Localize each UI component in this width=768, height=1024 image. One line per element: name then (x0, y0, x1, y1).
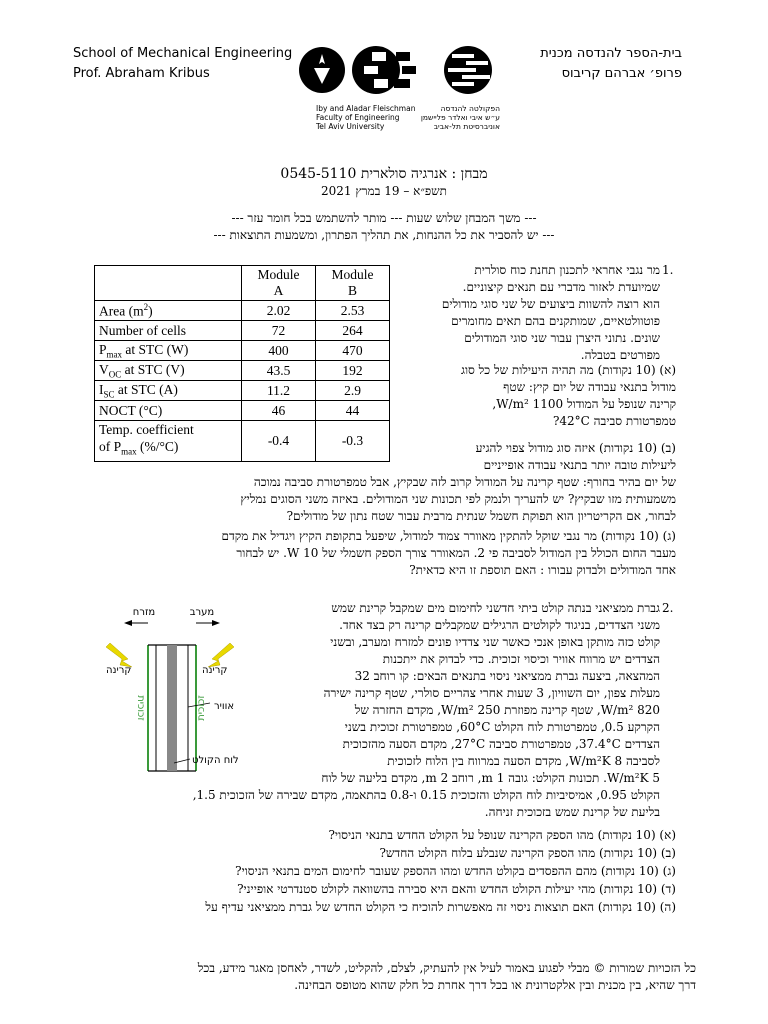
table-cell: 400 (242, 341, 316, 361)
q2-part: (ד) (10 נקודות) מהי יעילות הקולט החדש והאם היא סבירה בהשוואה לקולט סטנדרטי אופייני? (237, 882, 676, 896)
arrow-west-head (212, 620, 220, 626)
table-cell: -0.4 (242, 421, 316, 462)
table-header-row (95, 266, 390, 301)
q2-part: (ב) (10 נקודות) מהו הספק הקרינה שנבלע בלוח הקולט החדש? (379, 846, 676, 860)
radiation-arrow-left (106, 643, 132, 667)
table-header-cell: Module A (242, 266, 316, 301)
table-cell: NOCT (°C) (95, 401, 242, 421)
collector-plate (167, 645, 177, 771)
table-cell: Temp. coefficient of $P_{max}$ (%/°C) (95, 421, 242, 462)
q1-intro: מר נגבי אחראי לתכנון תחנת כוח סולרית שמיועדת לאזור מדברי עם תנאים קיצוניים. הוא רוצה להשוות ביצועים של שני סוגי מודולים פוטוולטאיים, שמותקנים בהם תאים מחומרים שונים. נתוני היצרן עבור שני סוגי המודולים מפורטים בטבלה. (441, 263, 660, 362)
professor-name-en: Prof. Abraham Kribus (73, 66, 210, 81)
radiation-label-left: קרינה (106, 665, 132, 676)
table-cell: 2.9 (316, 381, 390, 401)
table-cell: 43.5 (242, 361, 316, 381)
q2-part: (ג) (10 נקודות) מהם ההפסדים בקולט החדש ומהו ההספק שעובר לחימום המים בתנאי הניסוי? (235, 864, 676, 878)
diagram-label-east: מזרח (132, 607, 156, 618)
module-spec-table (94, 265, 390, 462)
exam-date: תשפ״א – 19 במרץ 2021 (321, 184, 447, 198)
table-cell: Number of cells (95, 321, 242, 341)
school-name-he: בית-הספר להנדסה מכנית (540, 46, 682, 61)
arrow-east-head (124, 620, 132, 626)
table-cell: 46 (242, 401, 316, 421)
table-row (95, 341, 390, 361)
table-cell: 2.02 (242, 301, 316, 321)
q2-intro: גברת ממציאני בנתה קולט ביתי חדשני לחימום מים שמקבל קרינת שמש משני הצדדים, בניגוד לקולטים הרגילים שמקבלים קרינה רק בצד אחד. קולט כזה מותקן באופן אנכי כאשר שני צדדיו פונים למזרח ומערב, ובשני הצדדים יש מרווח אוויר וכיסוי זכוכית. כדי לבדוק את ייתכנות המהצאה, ביצעה גברת ממציאני ניסוי בתנאים הבאים: קו רוחב 32 מעלות צפון, יום השוויון, 3 שעות אחרי צהריים סולרי, שטף קרינה ישירה 820 W/m², שטף קרינה מפוזרת 250 W/m², מקדם החזרה של הקרקע 0.5, טמפרטורת לוח הקולט 60°C, טמפרטורת זכוכית בשני הצדדים 37.4°C, טמפרטורת סביבה 27°C, מקדם הסעה מהזכוכית לסביבה 8 W/m²K, מקדם הסעה במרווח בין הלוח לזכוכית 5 W/m²K. תכונות הקולט: גובה 1 m, רוחב 2 m, מקדם בליעה של לוח (321, 601, 660, 785)
plate-label: לוח הקולט (192, 755, 239, 766)
logo-caption-he: הפקולטה להנדסה ע״ש איבי ואלדר פליישמן אוניברסיטת תל-אביב (420, 104, 500, 131)
radiation-arrow-right (208, 643, 234, 667)
table-cell: 192 (316, 361, 390, 381)
school-name-en: School of Mechanical Engineering (73, 46, 293, 61)
radiation-label-right: קרינה (202, 665, 228, 676)
q2-part: (א) (10 נקודות) מהו הספק הקרינה שנופל על הקולט החדש בתנאי הניסוי? (328, 828, 676, 842)
q2-number: 2. (662, 601, 674, 615)
q2-parts (90, 826, 676, 916)
table-header-cell (95, 266, 242, 301)
table-cell: 11.2 (242, 381, 316, 401)
q1-number: 1. (662, 263, 674, 277)
exam-rule-2: --- יש להסביר את כל ההנחות, את תהליך הפתרון, ומשמעות התוצאות --- (213, 228, 555, 242)
air-label: אוויר (214, 701, 235, 712)
table-row (95, 401, 390, 421)
table-header-cell: Module B (316, 266, 390, 301)
diagram-label-west: מערב (189, 607, 215, 618)
engineering-faculty-logo-right (438, 46, 500, 96)
table-cell: 2.53 (316, 301, 390, 321)
table-cell: Area $(m^2)$ (95, 301, 242, 321)
tel-aviv-university-logo (298, 44, 348, 96)
q2-part: (ה) (10 נקודות) האם תוצאות ניסוי זה מאפשרות להוכיח כי הקולט החדש של גברת ממציאני עדיף על (205, 900, 676, 914)
table-cell: $V_{OC}$ at STC (V) (95, 361, 242, 381)
q1-part-b: (ב) (10 נקודות) איזה סוג מודול צפוי להגיע ליעילות טובה יותר בתנאי עבודה אופייניים של יום בהיר בחורף: שטף קרינה על המודול קרוב לזה שבקיץ, אבל טמפרטורת סביבה נמוכה משמעותית מזו שבקיץ? יש להעריך ולנמק לפי תכונות שני המודולים. באיזה משני הסוגים נמליץ לבחור, אם הקריטריון הוא תפוקת חשמל שנתית מרבית עבור שטח נתון של מודולים? (240, 441, 676, 523)
copyright-footer: כל הזכויות שמורות © מבלי לפגוע באמור לעיל אין להעתיק, לצלם, להקליט, לשדר, לאחסן מאגר מידע, בכל דרך שהיא, בין מכנית ובין אלקטרונית או בכל דרך אחרת כל חלק שהוא מטופס הבחינה. (197, 961, 696, 992)
glass-label-right: זכוכית (196, 695, 207, 721)
professor-name-he: פרופ׳ אברהם קריבוס (561, 66, 682, 81)
table-row (95, 381, 390, 401)
table-cell: 264 (316, 321, 390, 341)
table-cell: $I_{SC}$ at STC (A) (95, 381, 242, 401)
glass-label-left: זכוכית (135, 695, 146, 721)
table-cell: 72 (242, 321, 316, 341)
engineering-faculty-logo-left (352, 46, 432, 96)
table-cell: $P_{max}$ at STC (W) (95, 341, 242, 361)
table-row (95, 361, 390, 381)
table-row (95, 321, 390, 341)
table-cell: -0.3 (316, 421, 390, 462)
table-cell: 44 (316, 401, 390, 421)
q1-part-a: (א) (10 נקודות) מה תהיה היעילות של כל סוג מודול בתנאי עבודה של יום קיץ: שטף קרינה שנופל על המודול 1100 W/m², טמפרטורת סביבה 42°C? (461, 363, 676, 428)
exam-title: מבחן : אנרגיה סולארית 0545-5110 (280, 166, 488, 182)
table-cell: 470 (316, 341, 390, 361)
q1-part-c: (ג) (10 נקודות) מר נגבי שוקל להתקין מאוורר צמוד למודול, שיפעל בתקופת הקיץ ויגדיל את מקדם מעבר החום הכולל בין המודול לסביבה פי 2. המאוורר צורך הספק חשמלי של 10 W. יש לבחור אחד המודולים ולבדוק עבורו : האם תוספת זו היא כדאית? (221, 529, 676, 577)
exam-rule-1: --- משך המבחן שלוש שעות --- מותר להשתמש בכל חומר עזר --- (231, 211, 537, 225)
q2-intro-tail: הקולט 0.95, אמיסיביות לוח הקולט והזכוכית 0.15 ו-0.8 בהתאמה, מקדם שבירה של הזכוכית 1.5, בליעת של קרינת שמש בזכוכית זניחה. (192, 788, 660, 819)
collector-diagram (92, 603, 252, 783)
logo-caption-en: Iby and Aladar Fleischman Faculty of Engineering Tel Aviv University (316, 104, 416, 131)
table-row (95, 301, 390, 321)
